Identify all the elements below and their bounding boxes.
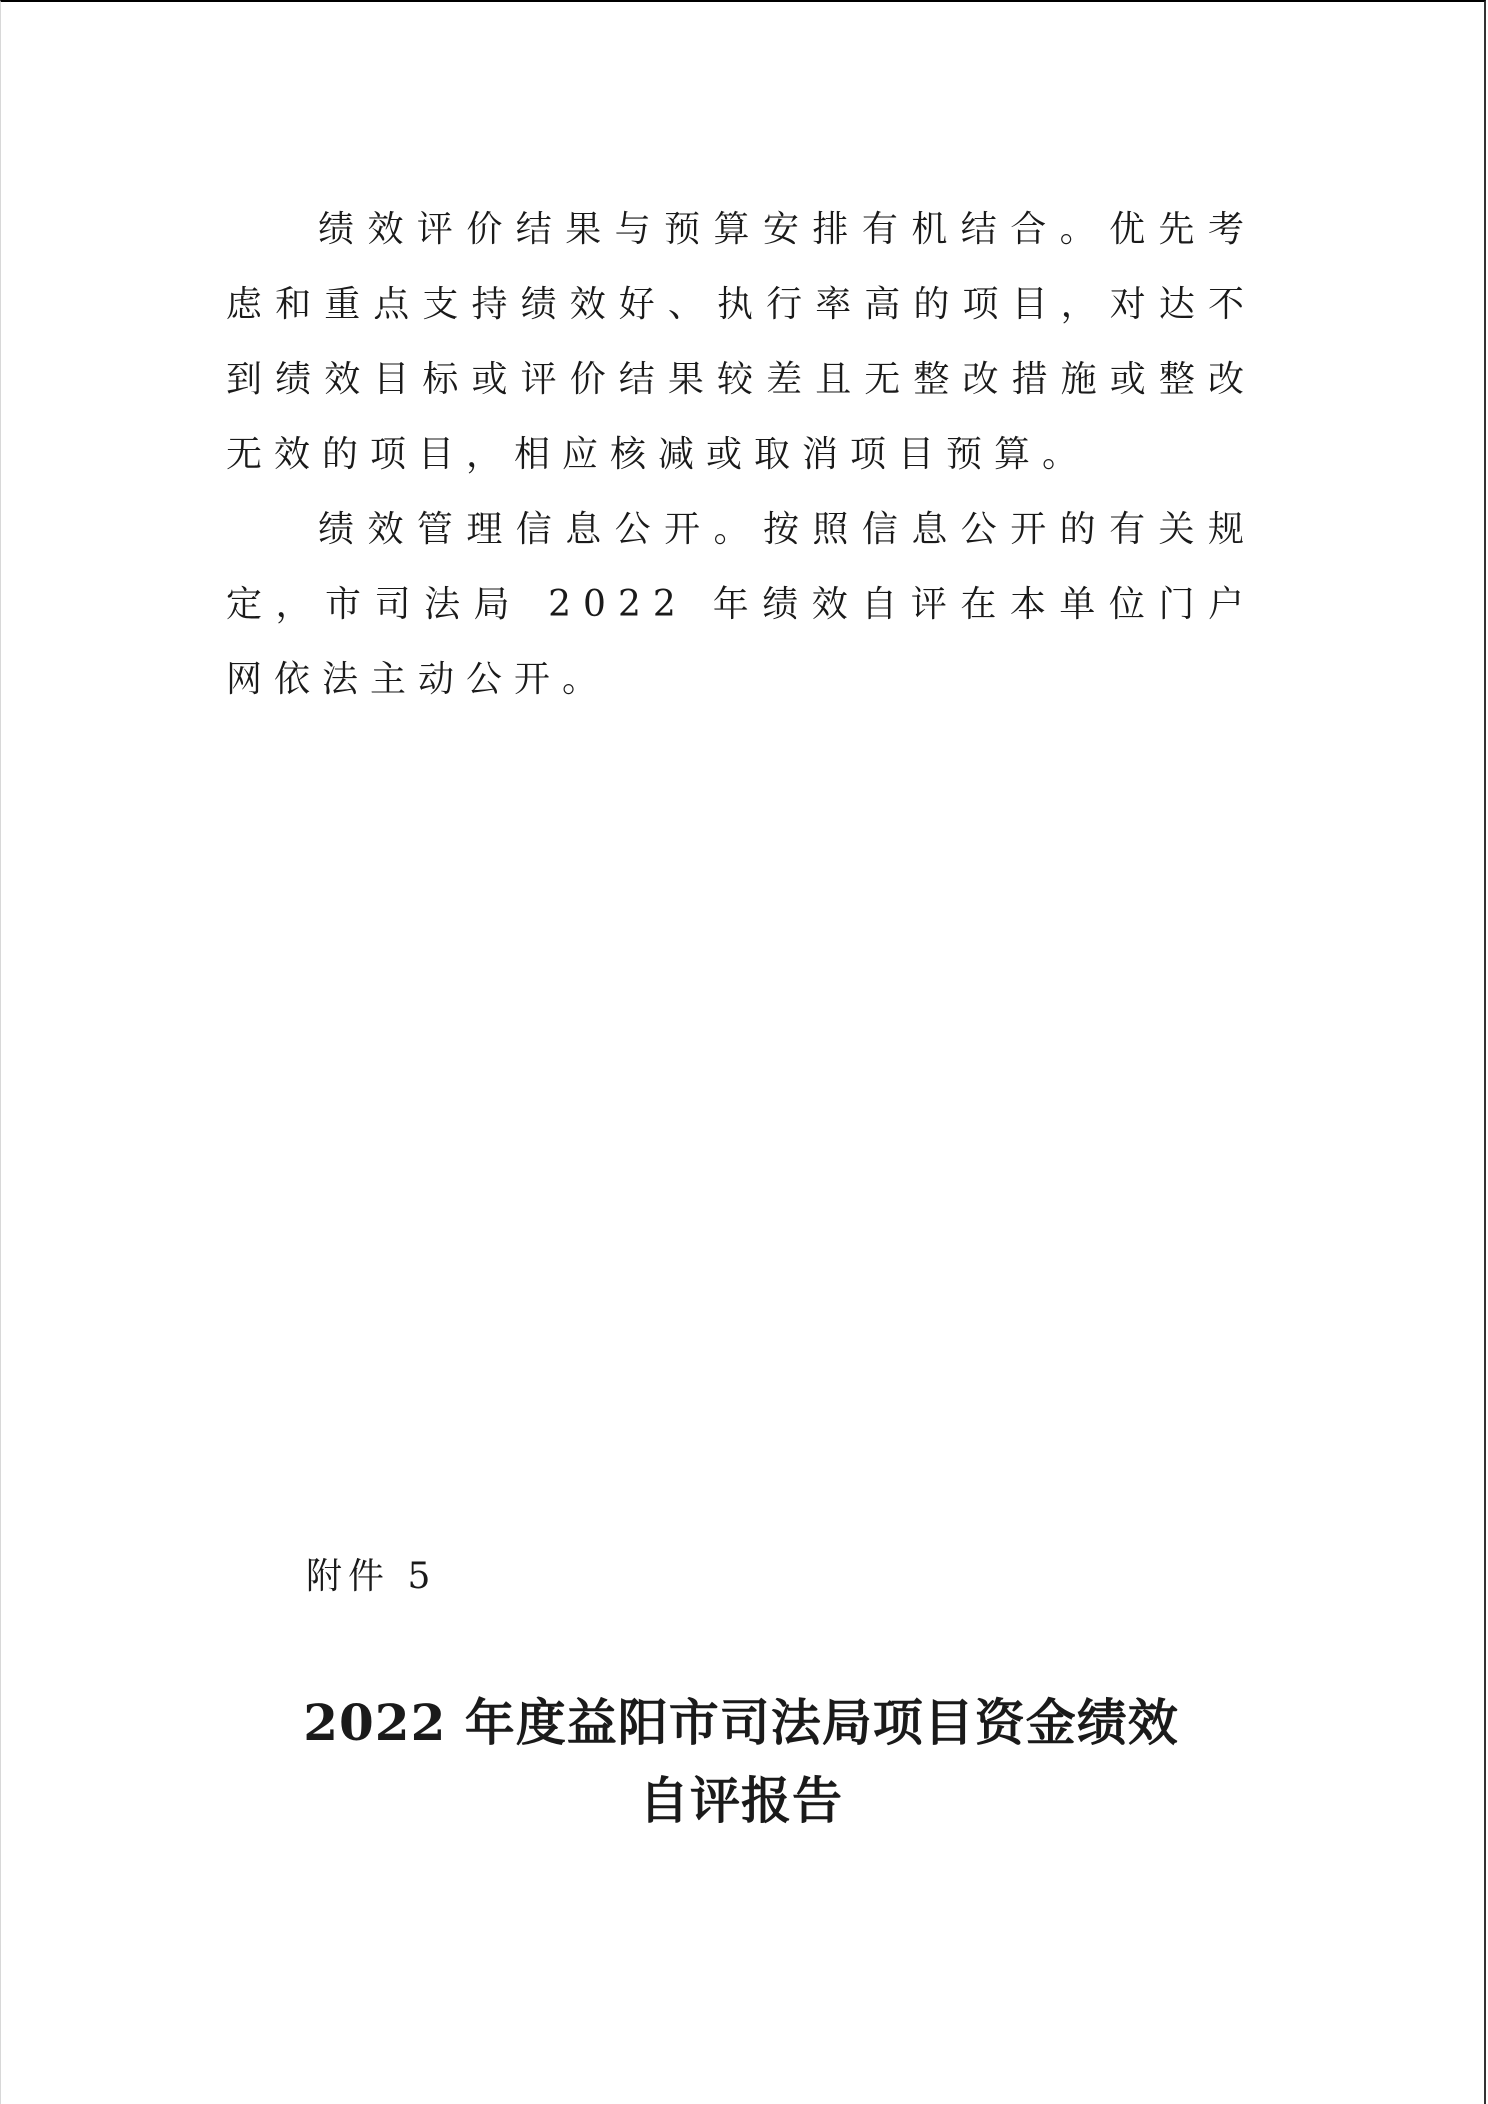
body-text <box>226 192 1256 717</box>
paragraph-information-disclosure: 绩效管理信息公开。按照信息公开的有关规定，市司法局 2022 年绩效自评在本单位门户网依法主动公开。 <box>226 509 1256 700</box>
report-title <box>226 1684 1256 1840</box>
paragraph-performance-budget: 绩效评价结果与预算安排有机结合。优先考虑和重点支持绩效好、执行率高的项目，对达不到绩效目标或评价结果较差且无整改措施或整改无效的项目，相应核减或取消项目预算。 <box>226 209 1256 475</box>
attachment-label: 附件 5 <box>306 1556 437 1597</box>
report-title-line-1: 2022 年度益阳市司法局项目资金绩效 <box>303 1693 1179 1752</box>
report-title-line-2: 自评报告 <box>639 1771 843 1830</box>
